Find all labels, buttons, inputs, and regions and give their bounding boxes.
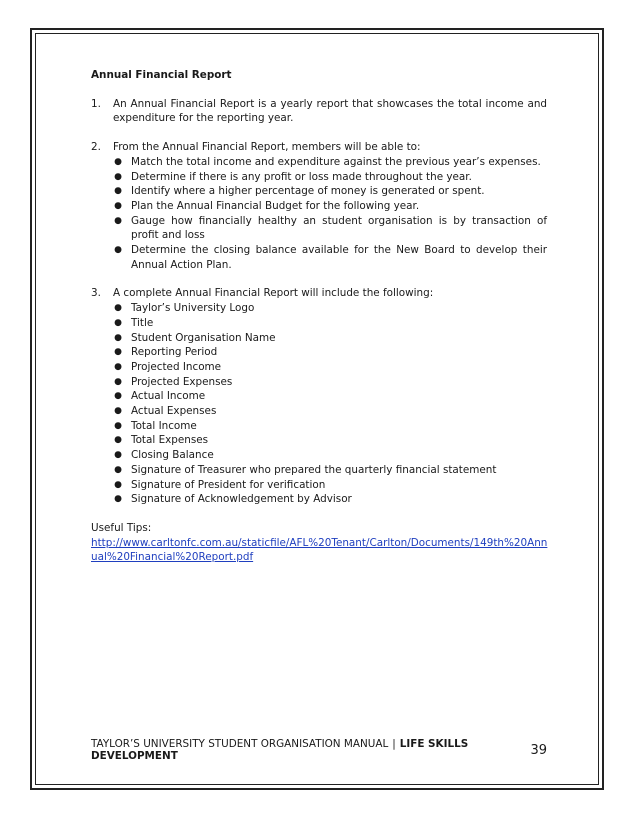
numbered-item-3 [91,286,547,507]
item-number: 2. [91,141,101,154]
numbered-item-1 [91,97,547,126]
list-item: ● Signature of President for verification [91,478,547,493]
document-body [91,68,547,565]
bullet-dot-icon: ● [114,200,122,211]
list-item: ● Actual Expenses [91,404,547,419]
bullet-dot-icon: ● [114,171,122,182]
bullet-dot-icon: ● [114,156,122,167]
list-item: ● Projected Expenses [91,375,547,390]
bullet-list [91,155,547,273]
bullet-dot-icon: ● [114,450,122,461]
bullet-dot-icon: ● [114,347,122,358]
useful-tips-link[interactable]: http://www.carltonfc.com.au/staticfile/AFL%20Tenant/Carlton/Documents/149th%20Annual%20Financial%20Report.pdf [91,536,548,564]
footer-separator: | [392,738,396,750]
bullet-dot-icon: ● [114,215,122,226]
bullet-dot-icon: ● [114,361,122,372]
list-item: ● Taylor’s University Logo [91,301,547,316]
bullet-dot-icon: ● [114,391,122,402]
bullet-dot-icon: ● [114,420,122,431]
item-text: From the Annual Financial Report, members will be able to: [113,141,421,154]
footer-section-name: LIFE SKILLS DEVELOPMENT [91,738,469,762]
list-item: ● Signature of Treasurer who prepared the quarterly financial statement [91,463,547,478]
bullet-list [91,301,547,507]
footer-manual-title: TAYLOR’S UNIVERSITY STUDENT ORGANISATION MANUAL [91,738,389,750]
bullet-dot-icon: ● [114,332,122,343]
page-footer [91,738,547,762]
list-item: ● Total Expenses [91,433,547,448]
list-item: ● Total Income [91,419,547,434]
bullet-dot-icon: ● [114,245,122,256]
item-text: An Annual Financial Report is a yearly report that showcases the total income and expenditure for the reporting year. [113,97,547,125]
list-item: ● Signature of Acknowledgement by Advisor [91,492,547,507]
bullet-dot-icon: ● [114,479,122,490]
list-item: ● Match the total income and expenditure against the previous year’s expenses. [91,155,547,170]
list-item: ● Closing Balance [91,448,547,463]
list-item: ● Projected Income [91,360,547,375]
list-item: ● Determine if there is any profit or loss made throughout the year. [91,170,547,185]
section-heading: Annual Financial Report [91,69,232,81]
footer-text [91,738,517,762]
list-item: ● Identify where a higher percentage of money is generated or spent. [91,184,547,199]
bullet-dot-icon: ● [114,303,122,314]
bullet-dot-icon: ● [114,376,122,387]
list-item: ● Title [91,316,547,331]
item-number: 1. [91,97,101,110]
numbered-item-2 [91,140,547,272]
bullet-dot-icon: ● [114,435,122,446]
item-number: 3. [91,287,101,300]
list-item: ● Gauge how financially healthy an student organisation is by transaction of profit and loss [91,214,547,243]
list-item: ● Plan the Annual Financial Budget for the following year. [91,199,547,214]
list-item: ● Determine the closing balance available for the New Board to develop their Annual Action Plan. [91,243,547,272]
bullet-dot-icon: ● [114,406,122,417]
list-item: ● Student Organisation Name [91,331,547,346]
list-item: ● Reporting Period [91,345,547,360]
useful-tips-label: Useful Tips: [91,521,152,534]
list-item: ● Actual Income [91,389,547,404]
bullet-dot-icon: ● [114,317,122,328]
bullet-dot-icon: ● [114,464,122,475]
bullet-dot-icon: ● [114,494,122,505]
page-number: 39 [530,742,547,758]
item-text: A complete Annual Financial Report will include the following: [113,287,434,300]
bullet-dot-icon: ● [114,186,122,197]
